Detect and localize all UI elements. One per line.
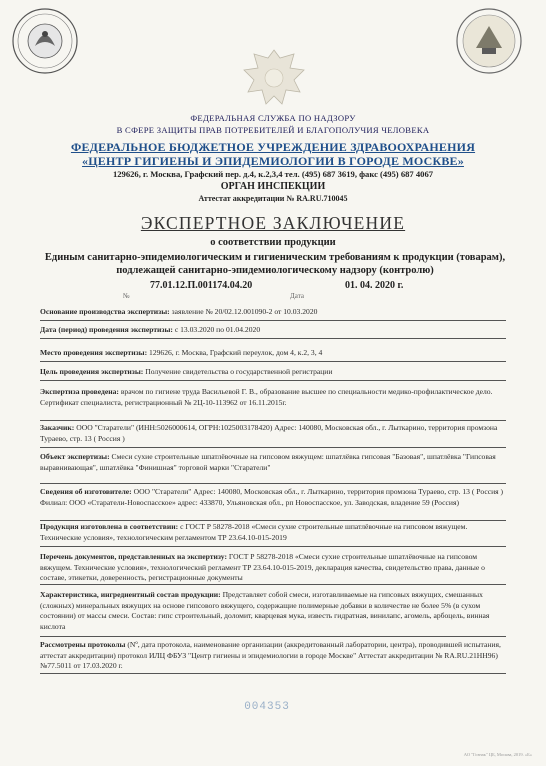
header-accreditation: Аттестат аккредитации № RA.RU.710045 [198,194,348,203]
document-number: 77.01.12.П.001174.04.20 [150,280,253,291]
field-period: Дата (период) проведения экспертизы: с 13.03.2020 по 01.04.2020 [40,325,261,334]
field-object: Объект экспертизы: Смеси сухие строительные шпатлёвочные на гипсовом вяжущем: шпатлёвка гипсовая "Базовая", шпатлёвка "Гипсовая выравнивающая", шпатлёвка "Финишная" торговой марки "Старатели" [40,452,496,472]
printer-footer: АО "Гознак" ЦБ, Москва, 2019. «Б» [463,752,532,757]
divider [40,361,506,362]
header-line-1: ФЕДЕРАЛЬНАЯ СЛУЖБА ПО НАДЗОРУ [190,113,356,123]
field-protocols: Рассмотрены протоколы (Nº, дата протокола, наименование организации (аккредитованный лаборатории, центра), проводившей испытания, аттестат аккредитации) протокол ИЛЦ ФБУЗ "Центр гигиены и эпидемиологии в городе Москве" Аттестат аккредитации № RA.RU.21НН96) №77.5011 от 17.03.2020 г. [40,640,501,670]
header-address: 129626, г. Москва, Графский пер. д.4, к.2,3,4 тел. (495) 687 3619, факс (495) 687 4067 [112,169,434,179]
divider [40,483,506,484]
document-date: 01. 04. 2020 г. [345,280,404,291]
field-basis: Основание производства экспертизы: заявление № 20/02.12.001090-2 от 10.03.2020 [40,307,318,316]
rospotrebnadzor-emblem [10,6,80,76]
divider [40,338,506,339]
field-purpose: Цель проведения экспертизы: Получение свидетельства о государственной регистрации [40,367,333,376]
divider [40,520,506,521]
date-caption: Дата [290,292,304,300]
field-place: Место проведения экспертизы: 129626, г. Москва, Графский переулок, дом 4, к.2, 3, 4 [40,348,323,357]
divider [40,447,506,448]
eagle-emblem [232,40,316,124]
divider [40,546,506,547]
field-composition: Характеристика, ингредиентный состав продукции: Представляет собой смеси, изготавливаемые на гипсовых вяжущих, смешанных (сложных) минеральных вяжущих на основе гипсового вяжущего, содержащие полимерные добавки в количестве не более 5% (в сухом состоянии) от массы смеси. Состав: гипс строительный, доломит, кварцевая мука, известь гидратная, винилапс, агомель, арбоцель, винная кислота [40,590,490,631]
divider [40,636,506,637]
divider [40,380,506,381]
field-expert: Экспертиза проведена: врачом по гигиене труда Васильевой Г. В., образование высшее по специальности медико-профилактическое дело. Сертификат специалиста, регистрационный № 2Ц-10-113962 от 16.11.2015г. [40,387,493,407]
serial-number: 004353 [244,701,290,713]
divider [40,584,506,585]
field-customer: Заказчик: ООО "Старатели" (ИНН:5026000614, ОГРН:1025003178420) Адрес: 140080, Московская обл., г. Лыткарино, территория промзона Тураево, стр. 13 ( Россия ) [40,423,498,443]
document-subtitle: о соответствии продукции [210,237,336,248]
divider [40,673,506,674]
moscow-emblem [454,6,524,76]
divider [40,320,506,321]
field-documents: Перечень документов, представленных на экспертизу: ГОСТ Р 58278-2018 «Смеси сухие строительные шпатлёвочные на гипсовом вяжущем. Технические условия», технологический регламент ТР 23.64.10-015-2019, декларация качества, свидетельство права, данные о составе, этикетки, доверенность, регистрационные документы [40,552,485,582]
field-manufacturer: Сведения об изготовителе: ООО "Старатели" Адрес: 140080, Московская обл., г. Лыткарино, территория промзона Тураево, стр. 13 ( Россия ) Филиал: ООО «Старатели-Новоспасское» адрес: 433870, Ульяновская обл., рп Новоспасское, ул. Заводская, владение 59 (Россия) [40,487,504,507]
document-lead: Единым санитарно-эпидемиологическим и гигиеническим требованиям к продукции (товарам), подлежащей санитарно-эпидемиологическому надзору (контролю) [44,252,506,276]
field-standard: Продукция изготовлена в соответствии: с ГОСТ Р 58278-2018 «Смеси сухие строительные шпатлёвочные на гипсовом вяжущем. Технические условия», технологическим регламентом ТР 23.64.10-015-2019 [40,522,468,542]
divider [40,420,506,421]
header-organ: ОРГАН ИНСПЕКЦИИ [220,181,326,192]
number-caption: № [123,292,130,300]
document-title: ЭКСПЕРТНОЕ ЗАКЛЮЧЕНИЕ [140,213,406,233]
header-institution-2: «ЦЕНТР ГИГИЕНЫ И ЭПИДЕМИОЛОГИИ В ГОРОДЕ МОСКВЕ» [82,154,464,168]
header-institution-1: ФЕДЕРАЛЬНОЕ БЮДЖЕТНОЕ УЧРЕЖДЕНИЕ ЗДРАВООХРАНЕНИЯ [70,140,476,154]
header-line-2: В СФЕРЕ ЗАЩИТЫ ПРАВ ПОТРЕБИТЕЛЕЙ И БЛАГОПОЛУЧИЯ ЧЕЛОВЕКА [116,125,430,135]
